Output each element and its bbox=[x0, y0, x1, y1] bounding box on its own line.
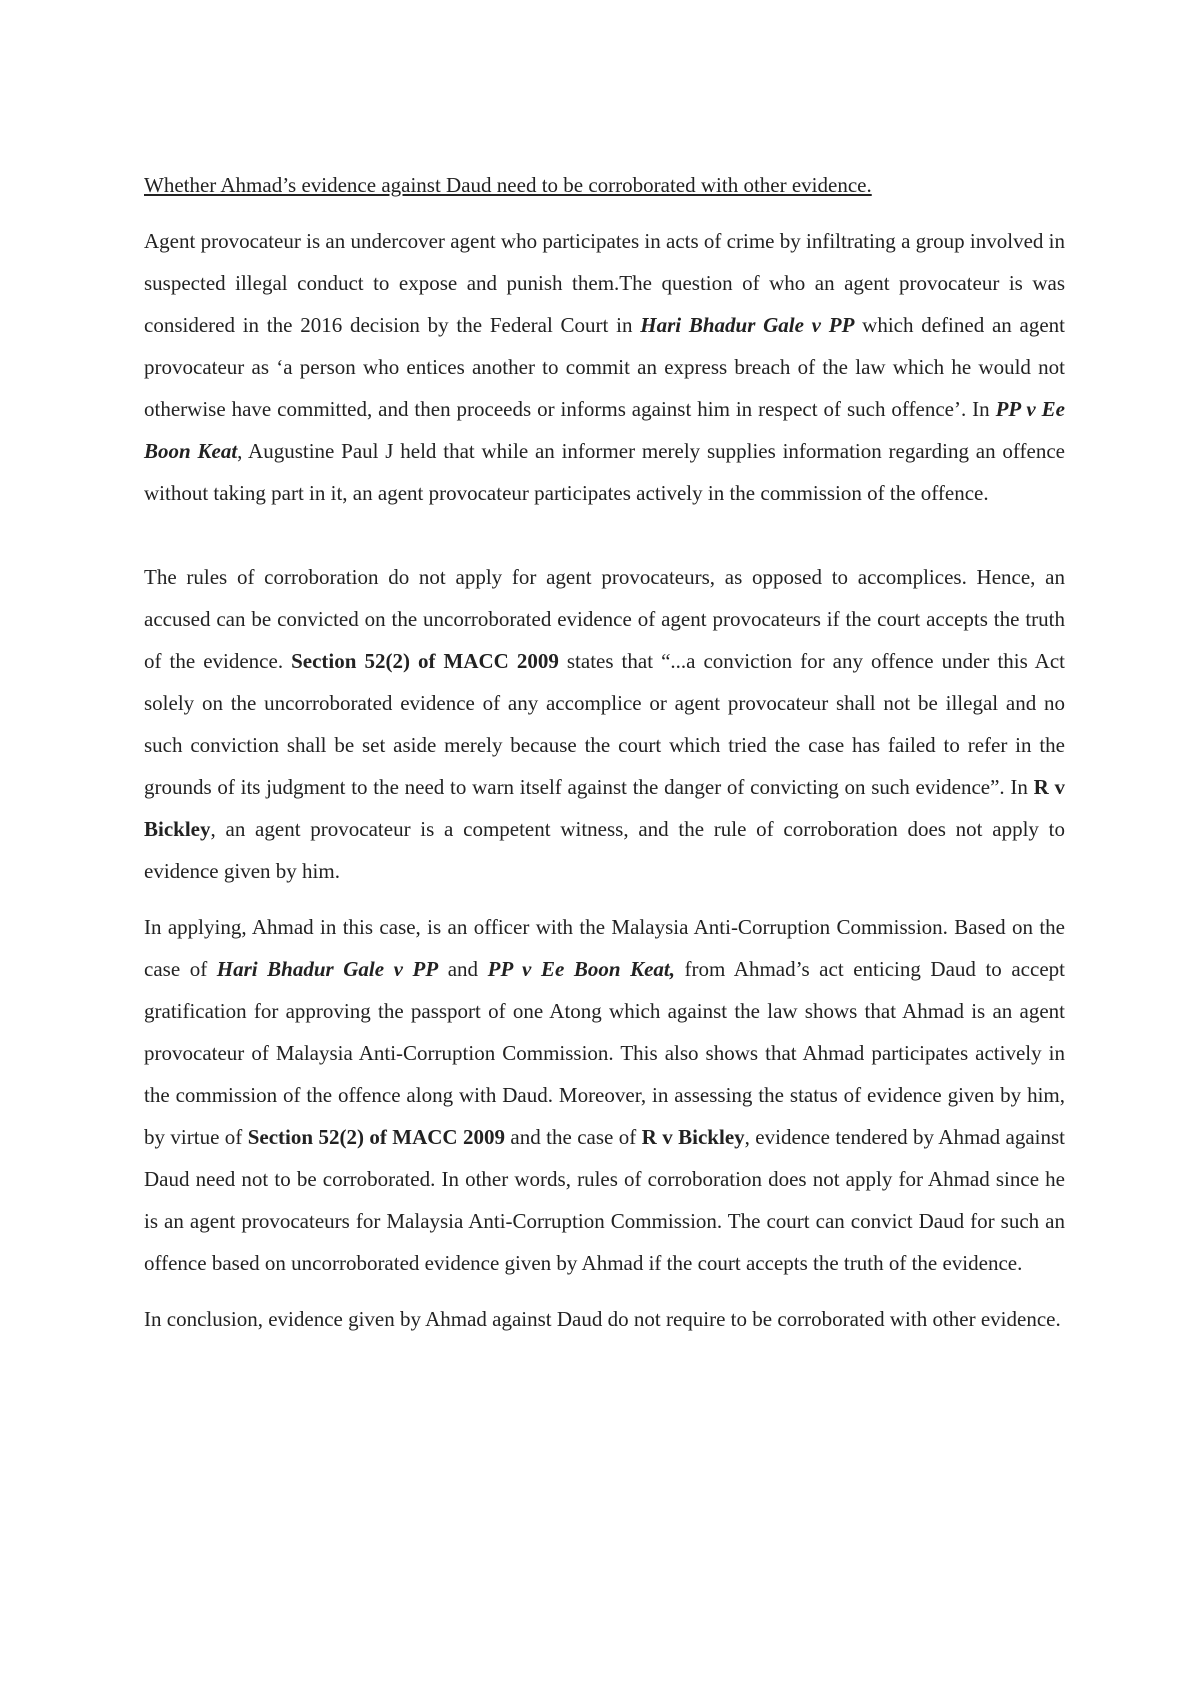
text-span: , evidence tendered by Ahmad against Daud need not to be corroborated. In other words, rules of corroboration does not apply for Ahmad since he is an agent provocateurs for Malaysia Anti-Corruption Commission. The court can convict Daud for such an offence based on uncorroborated evidence given by Ahmad if the court accepts the truth of the evidence. bbox=[144, 1125, 1065, 1275]
text-span: Agent provocateur is an undercover agent who participates in acts of crime by infiltrating a group involved in suspected illegal conduct to expose and punish them.The question of who an agent provocateur is was considered in the 2016 decision by the Federal Court in bbox=[144, 229, 1065, 337]
case-name-r-v-bickley: R v Bickley bbox=[641, 1125, 745, 1149]
case-name-ee-boon-keat: PP v Ee Boon Keat, bbox=[487, 957, 675, 981]
question-heading: Whether Ahmad’s evidence against Daud need to be corroborated with other evidence. bbox=[144, 173, 872, 197]
text-span: and bbox=[438, 957, 488, 981]
text-span: from Ahmad’s act enticing Daud to accept gratification for approving the passport of one Atong which against the law shows that Ahmad is an agent provocateur of Malaysia Anti-Corruption Commission. This also shows that Ahmad participates actively in the commission of the offence along with Daud. Moreover, in assessing the status of evidence given by him, by virtue of bbox=[144, 957, 1065, 1149]
paragraph-corroboration-rules bbox=[144, 556, 1065, 892]
paragraph-application bbox=[144, 906, 1065, 1284]
case-name-hari-bhadur: Hari Bhadur Gale v PP bbox=[216, 957, 439, 981]
text-span: In applying, Ahmad in this case, is an officer with the Malaysia Anti-Corruption Commission. Based on the case of bbox=[144, 915, 1065, 981]
text-span: The rules of corroboration do not apply for agent provocateurs, as opposed to accomplices. Hence, an accused can be convicted on the uncorroborated evidence of agent provocateurs if the court accepts the truth of the evidence. bbox=[144, 565, 1065, 673]
paragraph-definition bbox=[144, 220, 1065, 514]
case-name-r-v-bickley: R v Bickley bbox=[144, 775, 1065, 841]
statute-reference: Section 52(2) of MACC 2009 bbox=[291, 649, 559, 673]
case-name-hari-bhadur: Hari Bhadur Gale v PP bbox=[640, 313, 855, 337]
text-span: and the case of bbox=[505, 1125, 642, 1149]
case-name-ee-boon-keat: PP v Ee Boon Keat bbox=[144, 397, 1066, 463]
statute-reference: Section 52(2) of MACC 2009 bbox=[247, 1125, 505, 1149]
text-span: In conclusion, evidence given by Ahmad against Daud do not require to be corroborated with other evidence. bbox=[144, 1307, 1061, 1331]
text-span: which defined an agent provocateur as ‘a person who entices another to commit an express breach of the law which he would not otherwise have committed, and then proceeds or informs against him in respect of such offence’. In bbox=[144, 313, 1066, 421]
text-span: , an agent provocateur is a competent witness, and the rule of corroboration does not apply to evidence given by him. bbox=[144, 817, 1065, 883]
text-span: , Augustine Paul J held that while an informer merely supplies information regarding an offence without taking part in it, an agent provocateur participates actively in the commission of the offence. bbox=[144, 439, 1065, 505]
text-span: states that “...a conviction for any offence under this Act solely on the uncorroborated evidence of any accomplice or agent provocateur shall not be illegal and no such conviction shall be set aside merely because the court which tried the case has failed to refer in the grounds of its judgment to the need to warn itself against the danger of convicting on such evidence”. In bbox=[144, 649, 1065, 799]
paragraph-conclusion bbox=[144, 1298, 1065, 1340]
